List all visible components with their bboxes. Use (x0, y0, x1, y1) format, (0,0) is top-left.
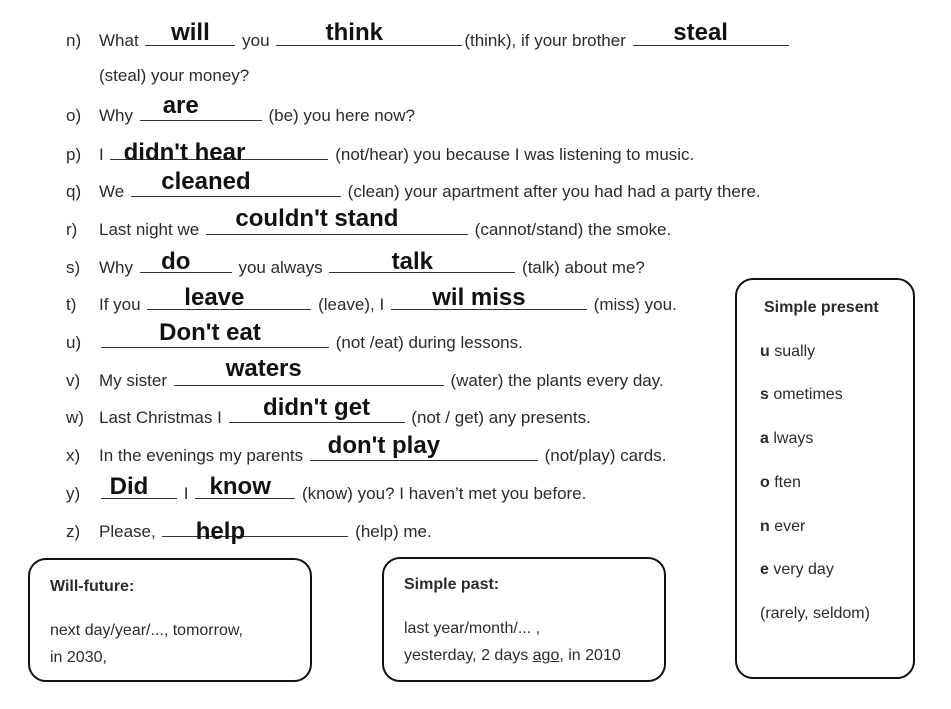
item-letter: t) (66, 295, 77, 314)
answer-blank[interactable] (195, 473, 295, 500)
exercise-item-x (66, 432, 667, 465)
prompt-text: I (183, 484, 189, 503)
box-line: last year/month/... , (404, 620, 541, 637)
prompt-text: I (99, 145, 104, 164)
prompt-continuation: (steal) your money? (99, 66, 250, 85)
answer-blank[interactable] (633, 19, 789, 46)
adverb-note: (rarely, seldom) (760, 605, 870, 622)
answer-blank[interactable] (206, 205, 468, 235)
will-future-box (28, 558, 312, 682)
answer-blank[interactable] (329, 248, 515, 275)
exercise-item-p (66, 139, 695, 166)
exercise-item-z (66, 518, 432, 545)
prompt-text: In the evenings my parents (99, 446, 304, 465)
exercise-item-w (66, 394, 591, 427)
item-letter: p) (66, 145, 82, 164)
adverb-word: o ften (760, 474, 801, 491)
answer-blank[interactable] (310, 432, 538, 461)
exercise-item-v (66, 355, 664, 390)
answer-blank[interactable] (229, 394, 405, 423)
answer-text: don't play (327, 432, 441, 459)
answer-text: wil miss (432, 284, 526, 311)
item-letter: o) (66, 106, 82, 125)
adverb-word: s ometimes (760, 386, 843, 403)
answer-text: know (209, 473, 271, 500)
answer-text: didn't get (263, 394, 371, 421)
answer-blank[interactable] (162, 518, 348, 545)
box-title: Will-future: (50, 578, 135, 595)
prompt-text: (not /eat) during lessons. (335, 333, 523, 352)
prompt-text: (clean) your apartment after you had had a party there. (347, 182, 761, 201)
answer-text: Did (109, 473, 149, 500)
exercise-item-o (66, 92, 415, 125)
item-letter: r) (66, 220, 78, 239)
prompt-text: you always (238, 258, 323, 277)
item-letter: n) (66, 31, 82, 50)
item-letter: x) (66, 446, 81, 465)
item-letter: w) (66, 408, 84, 427)
prompt-text: (not/hear) you because I was listening to music. (335, 145, 695, 164)
box-title: Simple present (764, 299, 879, 316)
answer-text: Don't eat (159, 319, 261, 346)
answer-blank[interactable] (147, 284, 311, 311)
prompt-text: Last night we (99, 220, 200, 239)
answer-text: waters (225, 355, 302, 382)
answer-blank[interactable] (131, 168, 341, 197)
answer-blank[interactable] (391, 284, 587, 311)
adverb-word: n ever (760, 518, 806, 535)
answer-text: are (162, 92, 199, 119)
answer-text: couldn't stand (235, 205, 399, 232)
prompt-text: (not/play) cards. (544, 446, 667, 465)
simple-past-box (382, 557, 666, 682)
exercise-item-n (66, 19, 791, 50)
answer-blank[interactable] (145, 19, 235, 46)
adverb-word: e very day (760, 561, 834, 578)
prompt-text: (help) me. (355, 522, 432, 541)
prompt-text: (leave), I (318, 295, 385, 314)
item-letter: z) (66, 522, 81, 541)
answer-text: will (171, 19, 210, 46)
prompt-text: (talk) about me? (522, 258, 645, 277)
exercise-item-q (66, 168, 761, 201)
item-letter: v) (66, 371, 81, 390)
answer-text: help (195, 518, 246, 545)
simple-present-box (735, 278, 915, 679)
prompt-text: (miss) you. (593, 295, 677, 314)
answer-blank[interactable] (101, 473, 177, 500)
prompt-text: If you (99, 295, 141, 314)
answer-text: leave (184, 284, 245, 311)
answer-text: steal (673, 19, 728, 46)
answer-blank[interactable] (101, 319, 329, 348)
prompt-text: Why (99, 258, 133, 277)
prompt-text: (think), if your brother (464, 31, 626, 50)
exercise-item-s (66, 248, 645, 277)
prompt-text: What (99, 31, 139, 50)
item-letter: s) (66, 258, 81, 277)
item-letter: q) (66, 182, 82, 201)
prompt-text: (not / get) any presents. (411, 408, 591, 427)
adverb-word: a lways (760, 430, 814, 447)
answer-text: didn't hear (123, 139, 246, 166)
exercise-item-u (66, 319, 523, 352)
prompt-text: (cannot/stand) the smoke. (474, 220, 672, 239)
box-line: in 2030, (50, 649, 107, 666)
answer-text: do (161, 248, 191, 275)
item-letter: u) (66, 333, 82, 352)
prompt-text: (be) you here now? (268, 106, 415, 125)
answer-text: cleaned (161, 168, 251, 195)
item-letter: y) (66, 484, 81, 503)
adverb-word: u sually (760, 343, 816, 360)
box-title: Simple past: (404, 576, 500, 593)
answer-blank[interactable] (140, 92, 262, 121)
prompt-text: Why (99, 106, 133, 125)
answer-text: think (325, 19, 383, 46)
prompt-text: Please, (99, 522, 156, 541)
box-line: next day/year/..., tomorrow, (50, 622, 243, 639)
box-line: yesterday, 2 days ago, in 2010 (404, 647, 621, 664)
prompt-text: We (99, 182, 125, 201)
prompt-text: you (242, 31, 270, 50)
prompt-text: (know) you? I haven’t met you before. (301, 484, 587, 503)
answer-blank[interactable] (110, 139, 328, 166)
prompt-text: Last Christmas I (99, 408, 222, 427)
answer-blank[interactable] (140, 248, 232, 275)
exercise-item-t (66, 284, 677, 314)
exercise-item-y (66, 473, 587, 503)
prompt-text: (water) the plants every day. (450, 371, 664, 390)
prompt-text: My sister (99, 371, 167, 390)
answer-blank[interactable] (276, 19, 462, 46)
answer-blank[interactable] (174, 355, 444, 386)
exercise-item-r (66, 205, 672, 239)
answer-text: talk (391, 248, 433, 275)
